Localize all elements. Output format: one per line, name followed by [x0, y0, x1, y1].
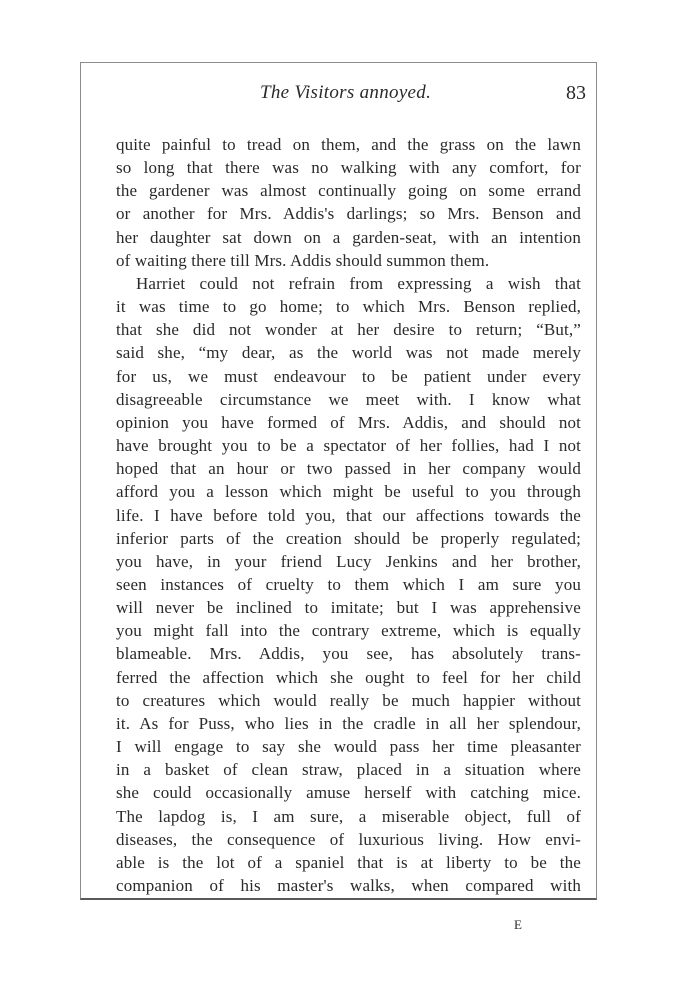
text-line: diseases, the consequence of luxurious living. How envi-	[116, 829, 581, 849]
text-line: seen instances of cruelty to them which I am sure you	[116, 574, 581, 594]
text-line: have brought you to be a spectator of her follies, had I not	[116, 436, 581, 456]
text-line: disagreeable circumstance we meet with. I know what	[116, 389, 581, 409]
text-line: in a basket of clean straw, placed in a situation where	[116, 760, 581, 780]
text-line: you might fall into the contrary extreme, which is equally	[116, 621, 581, 641]
text-line: the gardener was almost continually going on some errand	[116, 181, 581, 201]
text-line: for us, we must endeavour to be patient under every	[116, 366, 581, 386]
text-line: able is the lot of a spaniel that is at liberty to be the	[116, 852, 581, 872]
text-line: quite painful to tread on them, and the grass on the lawn	[116, 135, 581, 154]
page-number: 83	[566, 82, 586, 104]
text-line: inferior parts of the creation should be properly regulated;	[116, 528, 581, 548]
text-line: or another for Mrs. Addis's darlings; so Mrs. Benson and	[116, 204, 581, 224]
text-line: of waiting there till Mrs. Addis should summon them.	[116, 250, 490, 270]
text-line: hoped that an hour or two passed in her company would	[116, 459, 581, 479]
text-line: afford you a lesson which might be useful to you through	[116, 482, 581, 502]
text-line: it. As for Puss, who lies in the cradle in all her splendour,	[116, 713, 581, 733]
running-title: The Visitors annoyed.	[260, 82, 432, 103]
text-line: ferred the affection which she ought to feel for her child	[116, 667, 581, 687]
text-line: companion of his master's walks, when compared with	[116, 876, 581, 895]
text-line: opinion you have formed of Mrs. Addis, and should not	[116, 412, 581, 432]
text-line: her daughter sat down on a garden-seat, with an intention	[116, 227, 581, 247]
text-line: The lapdog is, I am sure, a miserable object, full of	[116, 806, 581, 826]
text-line: life. I have before told you, that our affections towards the	[116, 505, 581, 525]
text-line: I will engage to say she would pass her time pleasanter	[116, 737, 581, 757]
text-line: said she, “my dear, as the world was not made merely	[116, 343, 581, 363]
text-line: blameable. Mrs. Addis, you see, has absolutely trans-	[116, 644, 581, 664]
text-line: that she did not wonder at her desire to return; “But,”	[116, 320, 581, 340]
signature-mark: E	[514, 917, 523, 932]
text-line: Harriet could not refrain from expressing a wish that	[136, 273, 581, 293]
text-line: it was time to go home; to which Mrs. Benson replied,	[116, 297, 581, 317]
text-line: so long that there was no walking with any comfort, for	[116, 158, 581, 178]
page-header	[116, 82, 586, 110]
text-line: you have, in your friend Lucy Jenkins and her brother,	[116, 551, 581, 571]
text-line: will never be inclined to imitate; but I was apprehensive	[116, 598, 581, 618]
text-line: she could occasionally amuse herself with catching mice.	[116, 783, 581, 803]
body-text	[116, 133, 581, 897]
text-line: to creatures which would really be much happier without	[116, 690, 581, 710]
